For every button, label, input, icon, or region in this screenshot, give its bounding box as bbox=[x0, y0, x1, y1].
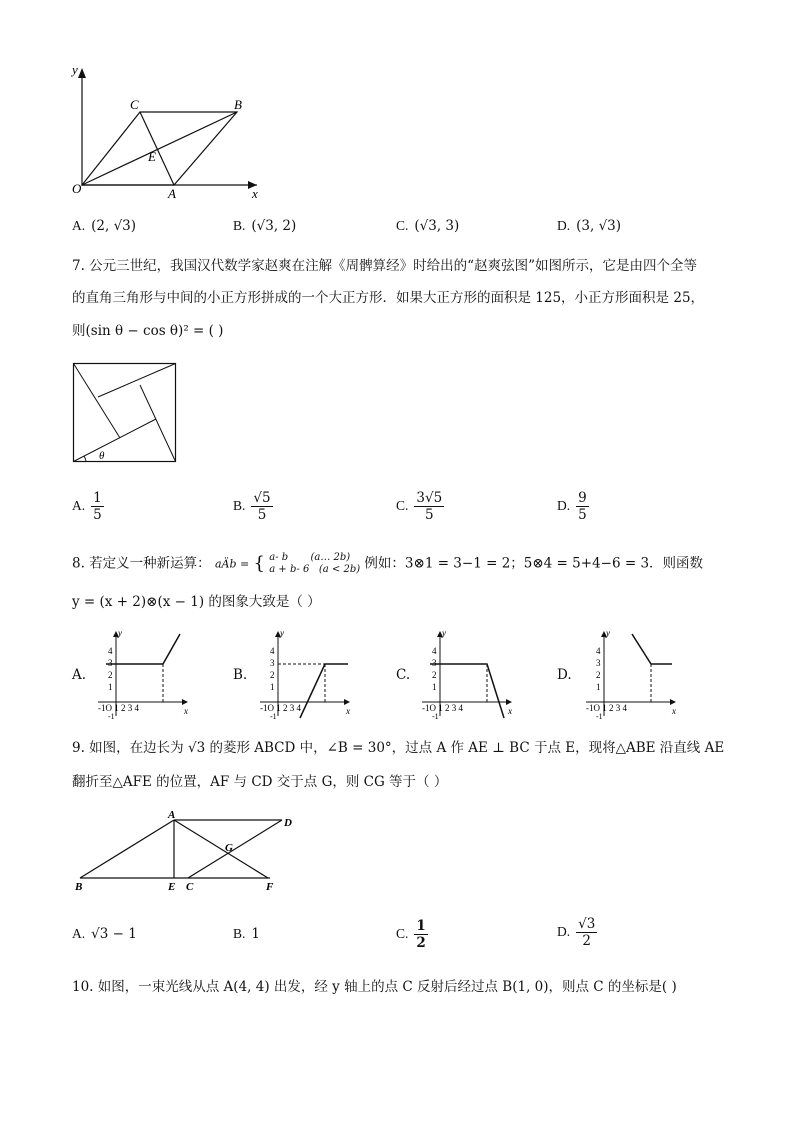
q8-text-line1: 8. 若定义一种新运算： aÄb = { a- b (a… 2b) a + b- 6 (a < 2b) 例如：3⊗1 = 3−1 = 2；5⊗4 = 5+4−6 = 3．则函数 bbox=[72, 552, 704, 575]
q9-text-line1: 9. 如图，在边长为 √3 的菱形 ABCD 中，∠B = 30°，过点 A 作 AE ⊥ BC 于点 E，现将△ABE 沿直线 AE bbox=[72, 740, 725, 756]
svg-text:y: y bbox=[442, 628, 446, 638]
svg-text:y: y bbox=[606, 628, 610, 638]
q7-option-c[interactable]: C. $\frac{3√5}{5}$ bbox=[396, 490, 443, 523]
svg-text:2: 2 bbox=[432, 670, 437, 680]
svg-text:4: 4 bbox=[270, 646, 275, 656]
svg-text:4: 4 bbox=[596, 646, 601, 656]
q7-zhao-shuang-diagram bbox=[72, 362, 178, 464]
svg-text:y: y bbox=[280, 628, 284, 638]
q8-graph-b[interactable] bbox=[256, 628, 356, 720]
q8-option-b-label[interactable]: B. bbox=[233, 667, 248, 683]
svg-text:2: 2 bbox=[270, 670, 275, 680]
svg-text:-1: -1 bbox=[108, 712, 115, 720]
y-axis-label: y bbox=[72, 62, 78, 77]
x-axis-label: x bbox=[252, 186, 258, 201]
svg-text:4: 4 bbox=[108, 646, 113, 656]
point-c-label: C bbox=[130, 97, 139, 112]
svg-text:1: 1 bbox=[108, 682, 113, 692]
q6-option-d[interactable]: D. (3, √3) bbox=[557, 218, 622, 234]
svg-text:2: 2 bbox=[108, 670, 113, 680]
svg-text:-1O 1 2 3 4: -1O 1 2 3 4 bbox=[586, 703, 627, 713]
q7-option-b[interactable]: B. $\frac{√5}{5}$ bbox=[233, 490, 271, 523]
q8-graph-d[interactable] bbox=[582, 628, 682, 720]
q6-option-c[interactable]: C. (√3, 3) bbox=[396, 218, 460, 234]
svg-text:-1: -1 bbox=[596, 712, 603, 720]
svg-text:x: x bbox=[508, 706, 512, 716]
q6-option-b[interactable]: B. (√3, 2) bbox=[233, 218, 297, 234]
q7-option-a[interactable]: A. $\frac{1}{5}$ bbox=[72, 490, 102, 523]
svg-text:-1: -1 bbox=[270, 712, 277, 720]
q6-figure bbox=[62, 58, 272, 203]
svg-text:1: 1 bbox=[432, 682, 437, 692]
q8-option-c-label[interactable]: C. bbox=[396, 667, 411, 683]
q9-option-c[interactable]: C. $\frac{1}{2}$ bbox=[396, 918, 426, 951]
q9-option-a[interactable]: A. √3 − 1 bbox=[72, 926, 137, 942]
svg-text:B: B bbox=[75, 881, 83, 893]
q7-option-d[interactable]: D. $\frac{9}{5}$ bbox=[557, 490, 587, 523]
q7-text-line3: 则(sin θ − cos θ)² = ( ) bbox=[72, 323, 224, 339]
svg-text:F: F bbox=[266, 881, 274, 893]
q9-rhombus-figure bbox=[70, 808, 302, 898]
svg-text:-1O 1 2 3 4: -1O 1 2 3 4 bbox=[422, 703, 463, 713]
svg-text:x: x bbox=[184, 706, 188, 716]
q8-option-d-label[interactable]: D. bbox=[557, 667, 572, 683]
q9-text-line2: 翻折至△AFE 的位置，AF 与 CD 交于点 G，则 CG 等于（ ） bbox=[72, 774, 448, 790]
svg-text:-1: -1 bbox=[432, 712, 439, 720]
svg-text:x: x bbox=[672, 706, 676, 716]
q8-text-line2: y = (x + 2)⊗(x − 1) 的图象大致是（ ） bbox=[72, 594, 321, 610]
q7-text-line2: 的直角三角形与中间的小正方形拼成的一个大正方形．如果大正方形的面积是 125，小正方形面积是 25， bbox=[72, 290, 705, 306]
q8-graph-c[interactable] bbox=[418, 628, 518, 720]
point-e-label: E bbox=[148, 149, 156, 164]
svg-text:x: x bbox=[346, 706, 350, 716]
svg-text:4: 4 bbox=[432, 646, 437, 656]
svg-text:1: 1 bbox=[270, 682, 275, 692]
svg-text:3: 3 bbox=[270, 658, 275, 668]
point-b-label: B bbox=[234, 97, 242, 112]
svg-text:C: C bbox=[186, 881, 194, 893]
svg-text:-1O 1 2 3 4: -1O 1 2 3 4 bbox=[260, 703, 301, 713]
point-a-label: A bbox=[168, 186, 176, 201]
svg-text:1: 1 bbox=[596, 682, 601, 692]
q8-option-a-label[interactable]: A. bbox=[72, 667, 87, 683]
q6-option-a[interactable]: A. (2, √3) bbox=[72, 218, 137, 234]
q9-option-d[interactable]: D. $\frac{√3}{2}$ bbox=[557, 916, 596, 949]
point-o-label: O bbox=[72, 181, 82, 196]
q7-text-line1: 7. 公元三世纪，我国汉代数学家赵爽在注解《周髀算经》时给出的“赵爽弦图”如图所示，它是由四个全等 bbox=[72, 258, 697, 274]
svg-text:-1O 1 2 3 4: -1O 1 2 3 4 bbox=[98, 703, 139, 713]
svg-text:2: 2 bbox=[596, 670, 601, 680]
svg-text:G: G bbox=[225, 842, 233, 854]
svg-text:3: 3 bbox=[108, 658, 113, 668]
q8-graph-a[interactable] bbox=[94, 628, 194, 720]
q10-text-line1: 10. 如图，一束光线从点 A(4, 4) 出发，经 y 轴上的点 C 反射后经过点 B(1, 0)，则点 C 的坐标是( ) bbox=[72, 979, 677, 995]
svg-text:D: D bbox=[284, 817, 292, 829]
svg-text:A: A bbox=[168, 809, 176, 821]
q9-option-b[interactable]: B. 1 bbox=[233, 926, 260, 942]
svg-text:3: 3 bbox=[596, 658, 601, 668]
svg-text:3: 3 bbox=[432, 658, 437, 668]
svg-text:E: E bbox=[168, 881, 176, 893]
theta-label: θ bbox=[99, 450, 105, 462]
svg-text:y: y bbox=[118, 628, 122, 638]
